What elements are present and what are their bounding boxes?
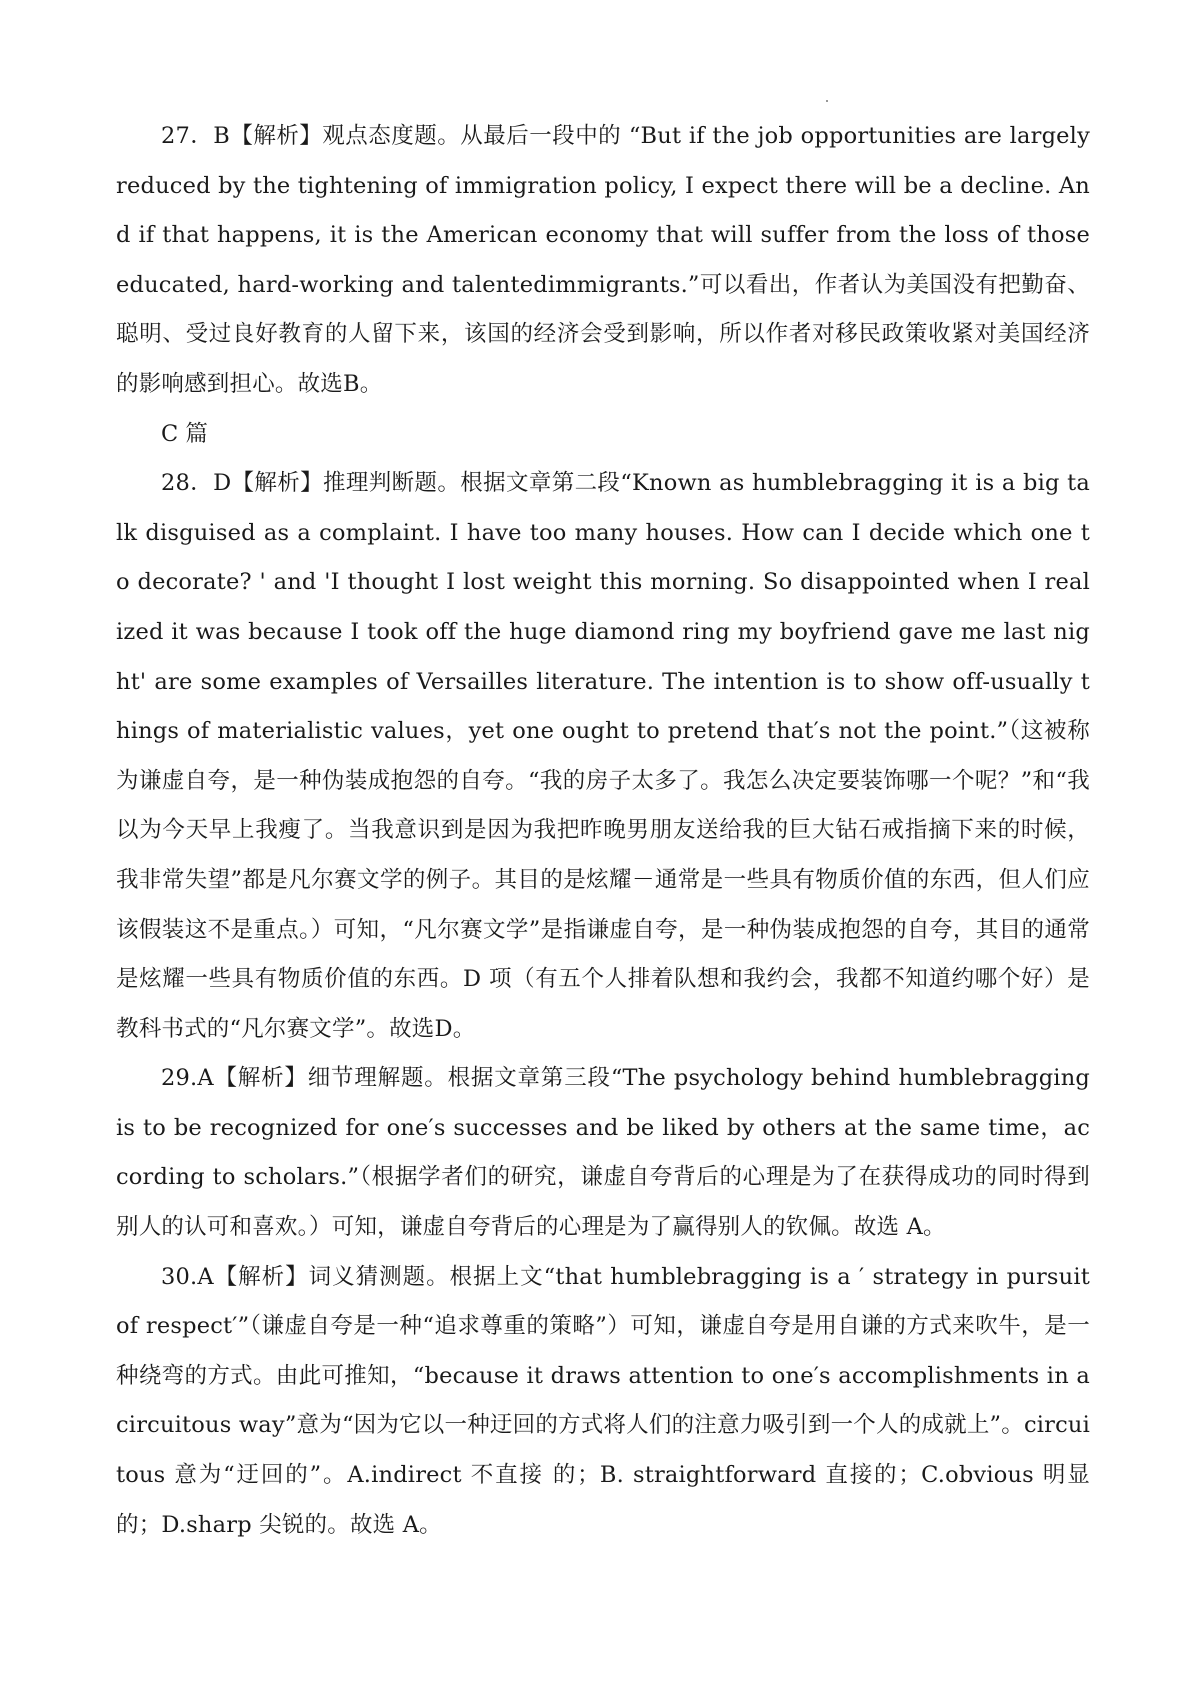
answer-29-explanation: 29.A【解析】细节理解题。根据文章第三段“The psychology behind humblebragging is to be recognized for one′s successes and be liked by others at the same time，according to scholars.”（根据学者们的研究，谦虚自夸背后的心理是为了在获得成功的同时得到别人的认可和喜欢。）可知，谦虚自夸背后的心理是为了赢得别人的钦佩。故选 A。 bbox=[116, 1065, 1090, 1241]
section-heading-c: C 篇 bbox=[161, 420, 208, 447]
answer-30-explanation: 30.A【解析】词义猜测题。根据上文“that humblebragging is a ′ strategy in pursuit of respect′”（谦虚自夸是一种“追求尊重的策略”）可知，谦虚自夸是用自谦的方式来吹牛，是一种绕弯的方式。由此可推知，“because it draws attention to one′s accomplishments in a circuitous way”意为“因为它以一种迂回的方式将人们的注意力吸引到一个人的成就上”。circuitous 意为“迂回的”。A.indirect 不直接 的；B. straightforward 直接的；C.obvious 明显的；D.sharp 尖锐的。故选 A。 bbox=[116, 1263, 1090, 1538]
answer-28-explanation: 28．D【解析】推理判断题。根据文章第二段“Known as humblebragging it is a big talk disguised as a complaint. I have too many houses. How can I decide which one to decorate? ' and 'I thought I lost weight this morning. So disappointed when I realized it was because I took off the huge diamond ring my boyfriend gave me last night' are some examples of Versailles literature. The intention is to show off-usually things of materialistic values，yet one ought to pretend that′s not the point.”（这被称为谦虚自夸，是一种伪装成抱怨的自夸。“我的房子太多了。我怎么决定要装饰哪一个呢？”和“我以为今天早上我瘦了。当我意识到是因为我把昨晚男朋友送给我的巨大钻石戒指摘下来的时候，我非常失望”都是凡尔赛文学的例子。其目的是炫耀－通常是一些具有物质价值的东西，但人们应该假装这不是重点。）可知，“凡尔赛文学”是指谦虚自夸，是一种伪装成抱怨的自夸，其目的通常是炫耀一些具有物质价值的东西。D 项（有五个人排着队想和我约会，我都不知道约哪个好）是教科书式的“凡尔赛文学”。故选D。 bbox=[116, 470, 1090, 1042]
answer-explanations bbox=[116, 112, 1090, 1550]
answer-27-explanation: 27．B【解析】观点态度题。从最后一段中的 “But if the job opportunities are largely reduced by the tightening of immigration policy, I expect there will be a decline. And if that happens, it is the American economy that will suffer from the loss of those educated, hard-working and talentedimmigrants.”可以看出，作者认为美国没有把勤奋、聪明、受过良好教育的人留下来，该国的经济会受到影响，所以作者对移民政策收紧对美国经济的影响感到担心。故选B。 bbox=[116, 123, 1090, 397]
scan-speck bbox=[826, 100, 828, 102]
